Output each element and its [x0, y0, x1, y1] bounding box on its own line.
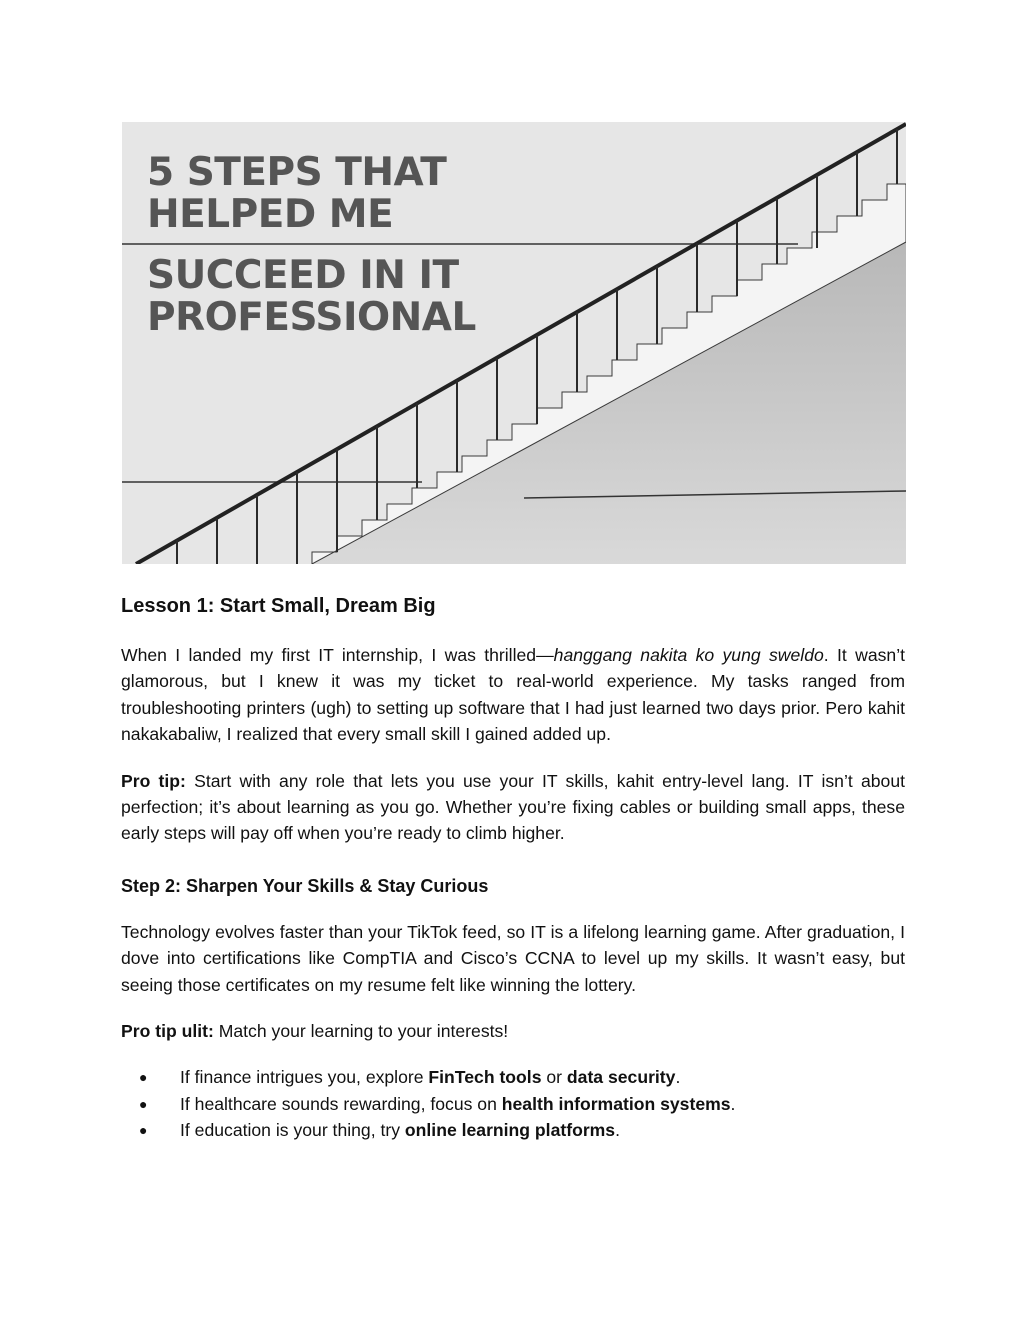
text-run: . — [675, 1067, 681, 1088]
text-run: . — [615, 1120, 620, 1141]
text-run: or — [541, 1067, 567, 1088]
lesson1-pro-tip — [121, 768, 905, 847]
step2-paragraph: Technology evolves faster than your TikTok feed, so IT is a lifelong learning game. After graduation, I dove into certifications like CompTIA and Cisco’s CCNA to level up my skills. It wasn’t easy, but seeing those certificates on my resume felt like winning the lottery. — [121, 921, 905, 995]
hero-title-line: PROFESSIONAL — [147, 295, 476, 340]
text-run: . — [730, 1093, 736, 1114]
bullet-icon: ● — [139, 1095, 148, 1112]
list-item — [121, 1091, 905, 1117]
bold-text: health information systems — [501, 1093, 731, 1114]
pro-tip-text: Match your learning to your interests! — [213, 1021, 509, 1042]
text-run: If finance intrigues you, explore — [180, 1067, 429, 1088]
step2-pro-tip — [121, 1018, 905, 1044]
lesson1-heading: Lesson 1: Start Small, Dream Big — [121, 595, 436, 617]
bullet-icon: ● — [139, 1122, 148, 1139]
bold-text: FinTech tools — [428, 1067, 542, 1088]
bold-text: data security — [566, 1067, 676, 1088]
pro-tip-text: Start with any role that lets you use your IT skills, kahit entry-level lang. IT isn’t about perfection; it’s about learning as you go. Whether you’re fixing cables or building small apps, these early steps will pay off when you’re ready to climb higher. — [121, 770, 905, 844]
bold-text: online learning platforms — [404, 1120, 616, 1141]
hero-title-top — [147, 152, 446, 236]
hero-title-line: SUCCEED IN IT — [147, 253, 459, 298]
bullet-icon: ● — [139, 1069, 148, 1086]
text-run: If healthcare sounds rewarding, focus on — [180, 1093, 502, 1114]
hero-title-line: 5 STEPS THAT — [147, 150, 447, 195]
interest-list — [121, 1064, 905, 1143]
text-run: If education is your thing, try — [180, 1120, 405, 1141]
step2-heading: Step 2: Sharpen Your Skills & Stay Curious — [121, 875, 489, 896]
list-item — [121, 1117, 905, 1143]
lesson1-paragraph — [121, 642, 905, 748]
hero-title-bottom — [147, 255, 476, 339]
hero-image — [122, 122, 906, 564]
pro-tip-label: Pro tip: — [121, 770, 186, 791]
hero-title-line: HELPED ME — [147, 192, 394, 237]
text-run: . It wasn’t glamorous, but I knew it was my ticket to real-world experience. My tasks ranged from troubleshooting printers (ugh) to setting up software that I had just learned two days prior. Pero kahit nakakabaliw, I realized that every small skill I gained added up. — [121, 645, 906, 745]
italic-text: hanggang nakita ko yung sweldo — [553, 645, 824, 665]
list-item — [121, 1064, 905, 1090]
pro-tip-label: Pro tip ulit: — [121, 1021, 214, 1042]
article-body — [121, 592, 905, 1144]
text-run: When I landed my first IT internship, I was thrilled— — [121, 645, 554, 665]
